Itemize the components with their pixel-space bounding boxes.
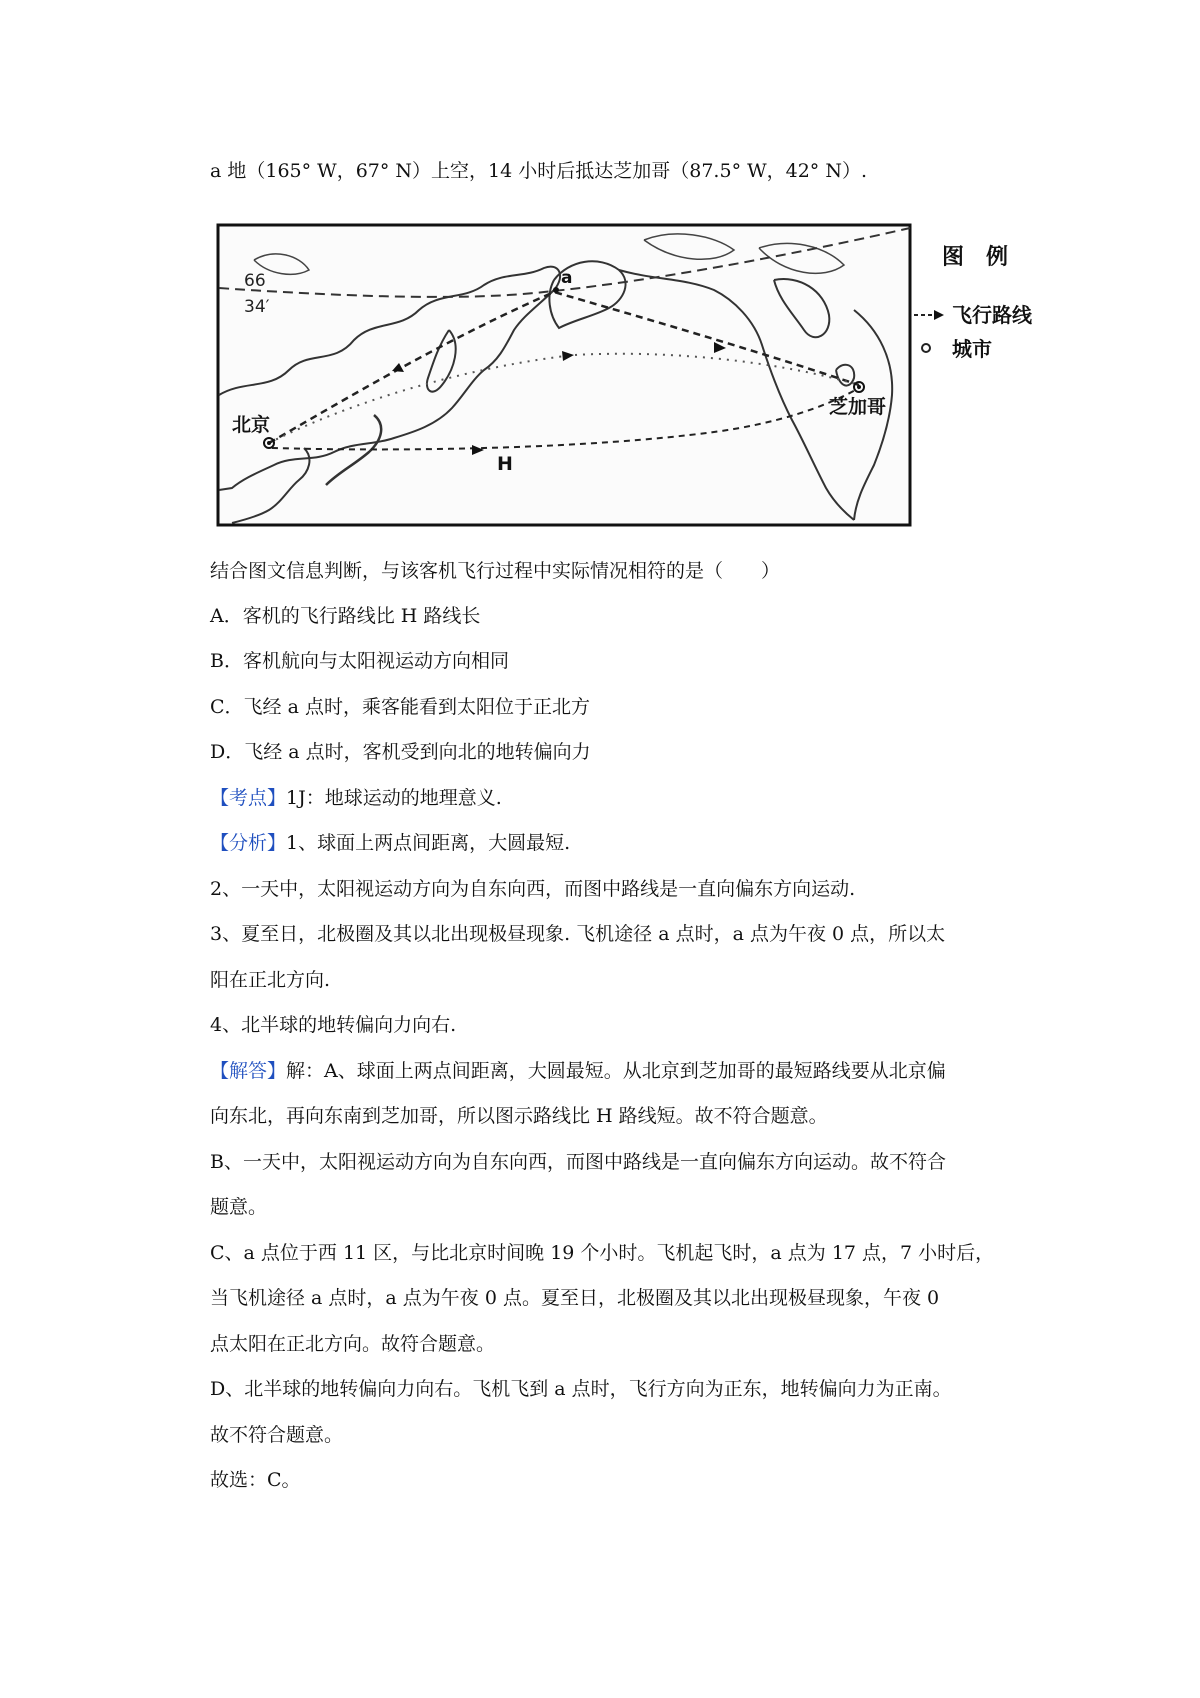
kaodian-tag: 【考点】 [210,787,287,809]
jieda-tag: 【解答】 [210,1060,287,1082]
legend-city-swatch [922,344,930,352]
lat-degree-label: 66 [244,271,266,291]
point-a-label: a [561,268,573,288]
option-c: C．飞经 a 点时，乘客能看到太阳位于正北方 [210,696,590,718]
flight-route-map [214,220,1099,530]
legend-title: 图 例 [942,245,1009,270]
answer-line-3: 题意。 [210,1196,268,1218]
intro-text: a 地（165° W，67° N）上空，14 小时后抵达芝加哥（87.5° W，42° N）. [210,160,868,182]
beijing-dot [267,441,271,445]
answer-line-5: 当飞机途径 a 点时，a 点为午夜 0 点。夏至日，北极圈及其以北出现极昼现象，午夜 0 [210,1287,940,1309]
chicago-label: 芝加哥 [829,396,887,418]
legend-city-label: 城市 [952,337,992,361]
legend-route-label: 飞行路线 [952,303,1032,327]
option-d: D．飞经 a 点时，客机受到向北的地转偏向力 [210,741,591,763]
beijing-label: 北京 [232,414,271,436]
map-legend [914,245,1033,361]
lat-minute-label: 34′ [244,297,270,317]
kaodian-line [210,785,502,811]
analysis-line-3: 3、夏至日，北极圈及其以北出现极昼现象. 飞机途径 a 点时，a 点为午夜 0 点，所以太 [210,923,946,945]
kaodian-text: 1J：地球运动的地理意义. [286,787,502,809]
legend-route-arrow [934,310,944,320]
point-a-marker [553,287,559,293]
option-a: A．客机的飞行路线比 H 路线长 [210,605,481,627]
jieda-text: 解：A、球面上两点间距离，大圆最短。从北京到芝加哥的最短路线要从北京偏 [286,1060,946,1082]
route-h-label: H [497,453,513,475]
map-svg [214,220,1099,530]
answer-line-1: 向东北，再向东南到芝加哥，所以图示路线比 H 路线短。故不符合题意。 [210,1105,828,1127]
fenxi-tag: 【分析】 [210,832,287,854]
analysis-line-3-cont: 阳在正北方向. [210,969,331,991]
analysis-line-2: 2、一天中，太阳视运动方向为自东向西，而图中路线是一直向偏东方向运动. [210,878,856,900]
conclusion-text: 故选：C。 [210,1469,301,1491]
answer-line-6: 点太阳在正北方向。故符合题意。 [210,1333,496,1355]
fenxi-line [210,830,570,856]
question-text: 结合图文信息判断，与该客机飞行过程中实际情况相符的是（ ） [210,560,781,582]
option-b: B．客机航向与太阳视运动方向相同 [210,650,509,672]
answer-line-7: D、北半球的地转偏向力向右。飞机飞到 a 点时，飞行方向为正东，地转偏向力为正南。 [210,1378,952,1400]
answer-line-2: B、一天中，太阳视运动方向为自东向西，而图中路线是一直向偏东方向运动。故不符合 [210,1151,946,1173]
answer-line-4: C、a 点位于西 11 区，与比北京时间晚 19 个小时。飞机起飞时，a 点为 17 点，7 小时后， [210,1242,995,1264]
fenxi-text: 1、球面上两点间距离，大圆最短. [286,832,571,854]
jieda-line [210,1058,946,1084]
chicago-dot [857,385,861,389]
analysis-line-4: 4、北半球的地转偏向力向右. [210,1014,457,1036]
answer-line-8: 故不符合题意。 [210,1424,344,1446]
